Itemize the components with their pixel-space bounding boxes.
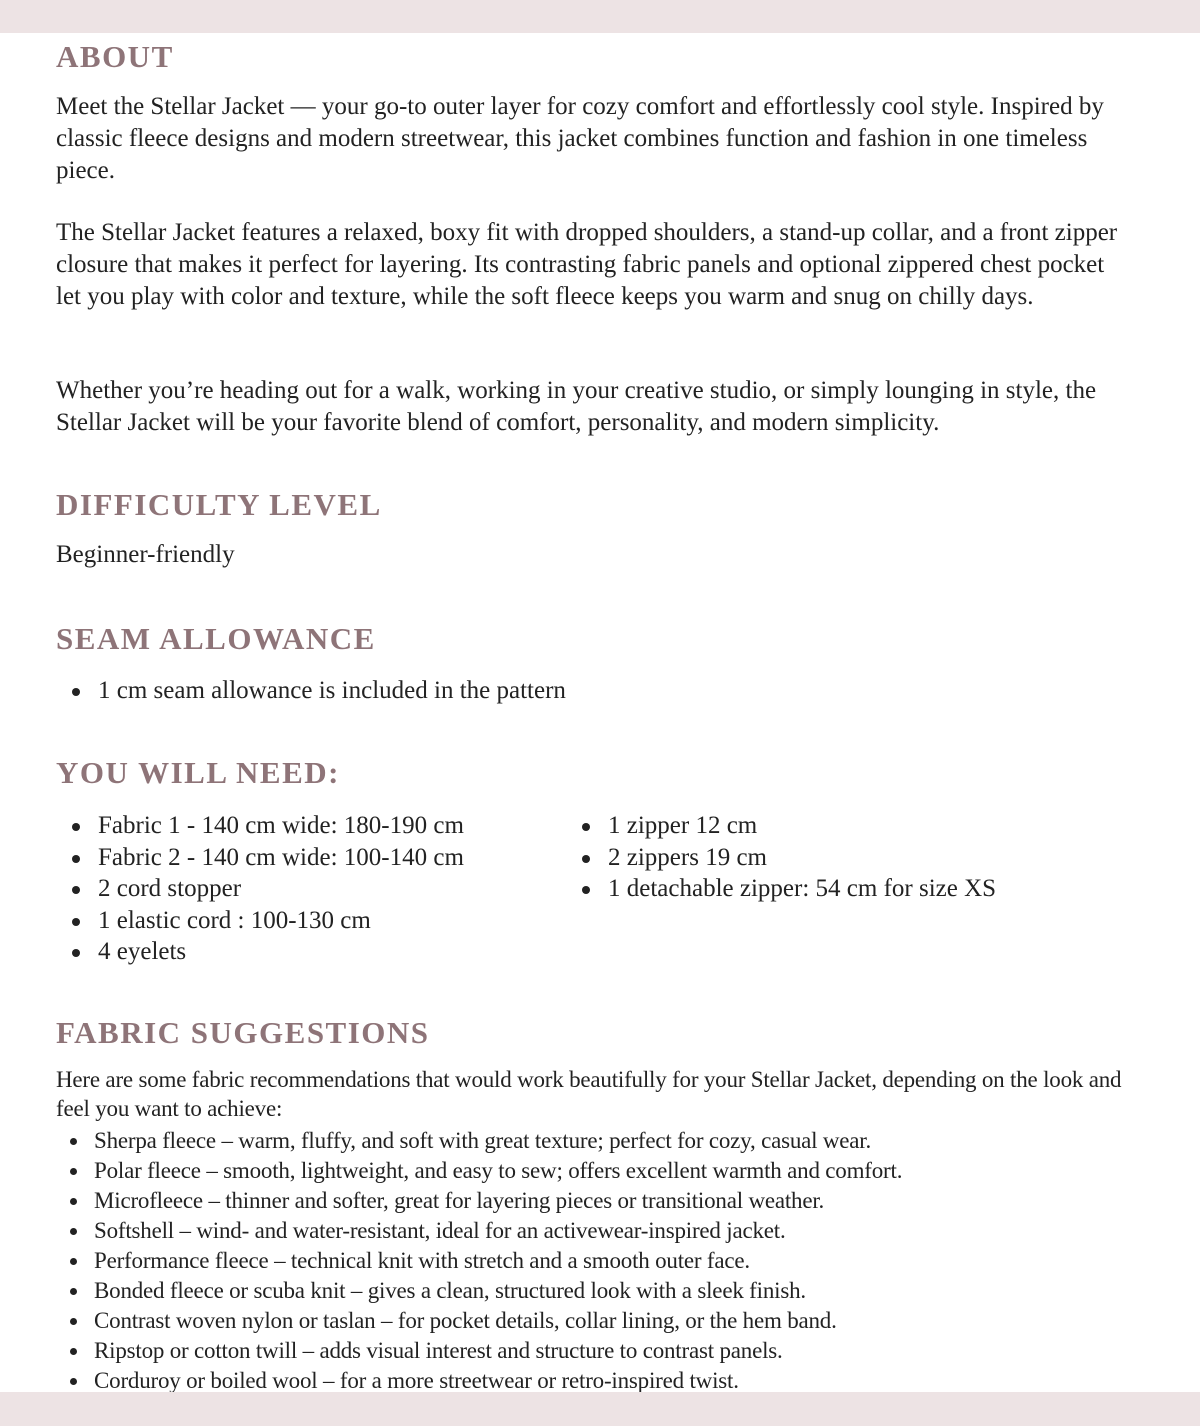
list-item: 2 cord stopper — [56, 873, 556, 905]
seam-allowance-heading: SEAM ALLOWANCE — [56, 621, 376, 656]
fabric-suggestions-list — [56, 1126, 1126, 1392]
list-item: Bonded fleece or scuba knit – gives a clean, structured look with a sleek finish. — [56, 1276, 1126, 1306]
fabric-intro-text: Here are some fabric recommendations that would work beautifully for your Stellar Jacket, depending on the look and feel you want to achieve: — [56, 1067, 1122, 1121]
list-item: Sherpa fleece – warm, fluffy, and soft with great texture; perfect for cozy, casual wear. — [56, 1126, 1126, 1156]
list-item: 1 elastic cord : 100-130 cm — [56, 905, 556, 937]
difficulty-text: Beginner-friendly — [56, 541, 235, 568]
fabric-suggestions-heading: FABRIC SUGGESTIONS — [56, 1015, 430, 1050]
list-item: 4 eyelets — [56, 936, 556, 968]
list-item: Performance fleece – technical knit with stretch and a smooth outer face. — [56, 1246, 1126, 1276]
list-item: Polar fleece – smooth, lightweight, and easy to sew; offers excellent warmth and comfort. — [56, 1156, 1126, 1186]
about-paragraph-1: Meet the Stellar Jacket — your go-to outer layer for cozy comfort and effortlessly cool style. Inspired by classic fleece designs and modern streetwear, this jacket combines function and fashion in one timeless piece. — [56, 93, 1104, 184]
list-item: Softshell – wind- and water-resistant, ideal for an activewear-inspired jacket. — [56, 1216, 1126, 1246]
about-heading: ABOUT — [56, 39, 174, 74]
list-item: Fabric 1 - 140 cm wide: 180-190 cm — [56, 810, 556, 842]
seam-allowance-list — [56, 675, 956, 707]
you-will-need-heading: YOU WILL NEED: — [56, 755, 340, 790]
about-paragraph-3: Whether you’re heading out for a walk, working in your creative studio, or simply lounging in style, the Stellar Jacket will be your favorite blend of comfort, personality, and modern simplicity. — [56, 377, 1097, 436]
list-item: Contrast woven nylon or taslan – for pocket details, collar lining, or the hem band. — [56, 1306, 1126, 1336]
list-item: Fabric 2 - 140 cm wide: 100-140 cm — [56, 842, 556, 874]
list-item: Corduroy or boiled wool – for a more streetwear or retro-inspired twist. — [56, 1366, 1126, 1392]
document-page — [0, 33, 1200, 1392]
materials-list-right — [566, 810, 1126, 905]
list-item: 1 detachable zipper: 54 cm for size XS — [566, 873, 1126, 905]
materials-list-left — [56, 810, 556, 968]
list-item: Ripstop or cotton twill – adds visual interest and structure to contrast panels. — [56, 1336, 1126, 1366]
difficulty-heading: DIFFICULTY LEVEL — [56, 487, 382, 522]
list-item: 1 zipper 12 cm — [566, 810, 1126, 842]
about-paragraph-2: The Stellar Jacket features a relaxed, boxy fit with dropped shoulders, a stand-up collar, and a front zipper closure that makes it perfect for layering. Its contrasting fabric panels and optional zippered chest pocket let you play with color and texture, while the soft fleece keeps you warm and snug on chilly days. — [56, 219, 1118, 310]
list-item: Microfleece – thinner and softer, great for layering pieces or transitional weather. — [56, 1186, 1126, 1216]
list-item: 2 zippers 19 cm — [566, 842, 1126, 874]
list-item: 1 cm seam allowance is included in the pattern — [56, 675, 956, 707]
